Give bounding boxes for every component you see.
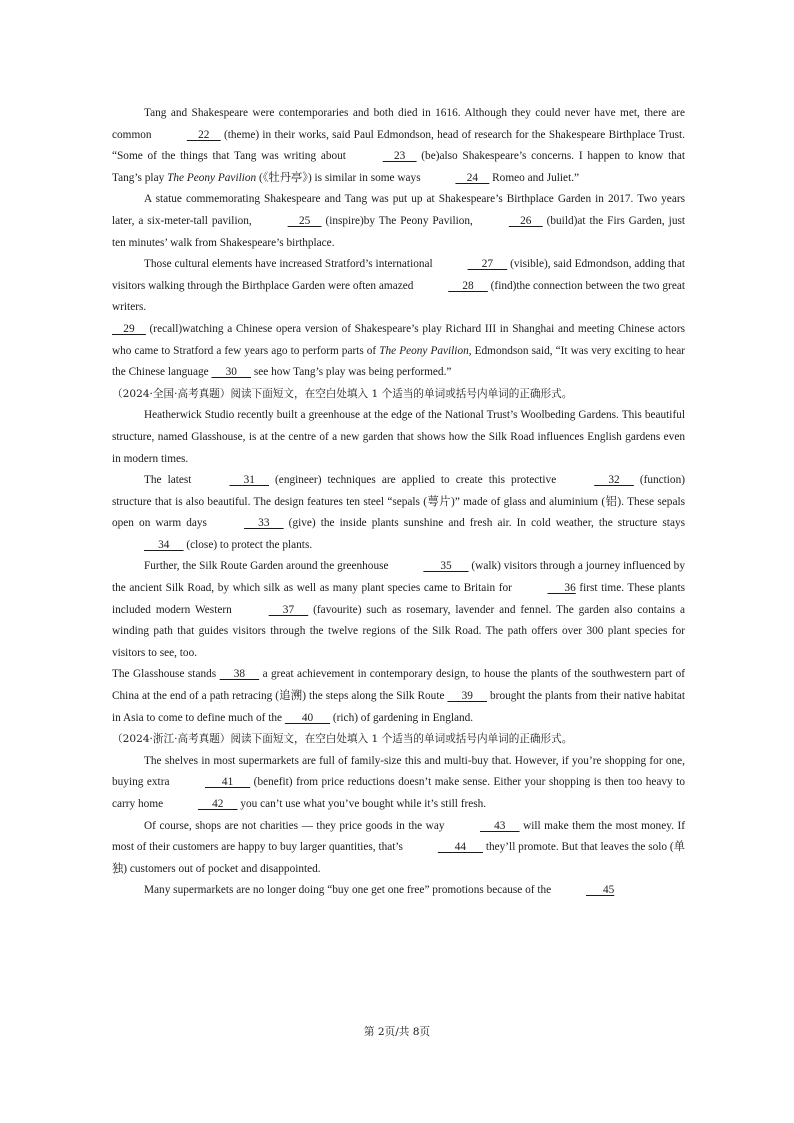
blank-34: 34 (144, 538, 184, 551)
blank-23: 23 (382, 150, 417, 163)
blank-37: 37 (268, 603, 309, 616)
text: (walk) visitors through a journey influenced by the ancient Silk Road, by which silk as well as many plant species came to Britain for (112, 560, 685, 595)
text: Tang and Shakespeare were contemporaries and both died in 1616. Although they could never have met, there are common (112, 107, 685, 141)
paragraph-5 (112, 405, 685, 470)
text: Romeo and Juliet.” (489, 171, 580, 184)
blank-39: 39 (447, 690, 488, 703)
text: The Glasshouse stands (112, 668, 220, 681)
text: (《牡丹亭》) is similar in some ways (256, 171, 424, 184)
section-2-title: （2024·全国·高考真题）阅读下面短文，在空白处填入 1 个适当的单词或括号内单词的正确形式。 (112, 387, 573, 400)
paragraph-7 (112, 556, 685, 664)
text: Those cultural elements have increased Stratford’s international (144, 258, 436, 271)
paragraph-3 (112, 254, 685, 319)
blank-40: 40 (284, 711, 331, 724)
text: brought the plants from their native habitat in Asia to come to define much of the (112, 690, 685, 724)
blank-42: 42 (197, 798, 238, 810)
blank-43: 43 (480, 819, 520, 832)
blank-31: 31 (229, 474, 270, 487)
blank-45: 45 (586, 884, 615, 897)
text: (build)at the Firs Garden, just ten minutes’ walk from Shakespeare’s birthplace. (112, 214, 685, 249)
blank-25: 25 (287, 214, 322, 227)
play-title: The Peony Pavilion (167, 171, 257, 184)
paragraph-8 (112, 664, 685, 729)
paragraph-11 (112, 880, 685, 902)
text: (visible), said Edmondson, adding that visitors walking through the Birthplace Garden were often amazed (112, 258, 685, 292)
paragraph-6 (112, 470, 685, 556)
text: (be)also Shakespeare’s concerns. I happen to know that Tang’s play (112, 150, 686, 184)
text: a great achievement in contemporary design, to house the plants of the southwestern part of China at the end of a path retracing (追溯) the steps along the Silk Route (112, 668, 685, 703)
blank-41: 41 (204, 776, 251, 789)
play-title: The Peony Pavilion (379, 344, 469, 357)
text: A statue commemorating Shakespeare and Tang was put up at Shakespeare’s Birthplace Garden in 2017. Two years later, a six-meter-tall pavilion, (112, 193, 685, 227)
paragraph-10 (112, 816, 685, 881)
text: (theme) in their works, said Paul Edmondson, head of research for the Shakespeare Birthplace Trust. “Some of the things that Tang was writing about (112, 128, 685, 163)
text: , Edmondson said, “It was very exciting to hear the Chinese language (112, 344, 685, 379)
blank-30: 30 (211, 366, 251, 379)
text: they’ll promote. But that leaves the solo (单独) customers out of pocket and disappointed. (112, 841, 685, 875)
blank-24: 24 (455, 171, 490, 184)
text: (find)the connection between the two great writers. (112, 279, 685, 314)
section-3-title: （2024·浙江·高考真题）阅读下面短文，在空白处填入 1 个适当的单词或括号内单词的正确形式。 (112, 733, 573, 746)
blank-35: 35 (423, 560, 469, 573)
text: The shelves in most supermarkets are full of family-size this and multi-buy that. However, if you’re shopping for one, buying extra (112, 754, 685, 789)
text: (benefit) from price reductions doesn’t make sense. Either your shopping is then too heavy to carry home (112, 776, 685, 810)
paragraph-9 (112, 751, 685, 816)
blank-36: 36 (547, 582, 576, 595)
paragraph-2 (112, 189, 685, 254)
blank-28: 28 (448, 279, 488, 292)
blank-26: 26 (508, 214, 543, 227)
blank-33: 33 (244, 517, 284, 530)
text: will make them the most money. If most of their customers are happy to buy larger quantities, that’s (112, 819, 685, 854)
text: (recall)watching a Chinese opera version of Shakespeare’s play Richard III in Shanghai and meeting Chinese actors who came to Stratford a few years ago to perform parts of (112, 322, 685, 357)
text: (give) the inside plants sunshine and fresh air. In cold weather, the structure stays (283, 517, 686, 530)
paragraph-4 (112, 319, 685, 384)
text: (function) structure that is also beautiful. The design features ten steel “sepals (萼片)” made of glass and aluminium (铝). These sepals open on warm days (112, 474, 685, 530)
text: Heatherwick Studio recently built a greenhouse at the edge of the National Trust’s Woolbeding Gardens. This beautiful structure, named Glasshouse, is at the centre of a new garden that shows how the Silk Road influences English gardens even in modern times. (112, 409, 685, 465)
text: (rich) of gardening in England. (330, 711, 474, 724)
text: (engineer) techniques are applied to create this protective (269, 474, 563, 487)
page-footer: 第 2页/共 8页 (363, 1026, 431, 1038)
blank-29: 29 (112, 322, 146, 335)
blank-44: 44 (437, 841, 483, 854)
text: Further, the Silk Route Garden around the greenhouse (144, 560, 392, 573)
paragraph-1 (112, 103, 685, 189)
text: Many supermarkets are no longer doing “buy one get one free” promotions because of the (144, 884, 555, 897)
text: (close) to protect the plants. (183, 538, 313, 551)
blank-22: 22 (186, 128, 221, 141)
text: (inspire)by The Peony Pavilion, (321, 214, 477, 227)
text: see how Tang’s play was being performed.” (251, 366, 452, 379)
text: you can’t use what you’ve bought while it’s still fresh. (237, 798, 487, 810)
text: (favourite) such as rosemary, lavender and fennel. The garden also contains a winding path that guides visitors through the twelve regions of the Silk Road. The path offers over 300 plant species for visitors to see, too. (112, 603, 685, 659)
blank-38: 38 (219, 668, 260, 681)
text: first time. These plants included modern Western (112, 582, 685, 616)
blank-32: 32 (594, 474, 634, 487)
blank-27: 27 (467, 258, 508, 271)
text: Of course, shops are not charities — they price goods in the way (144, 819, 449, 832)
document-body (112, 103, 685, 902)
text: The latest (144, 474, 198, 487)
